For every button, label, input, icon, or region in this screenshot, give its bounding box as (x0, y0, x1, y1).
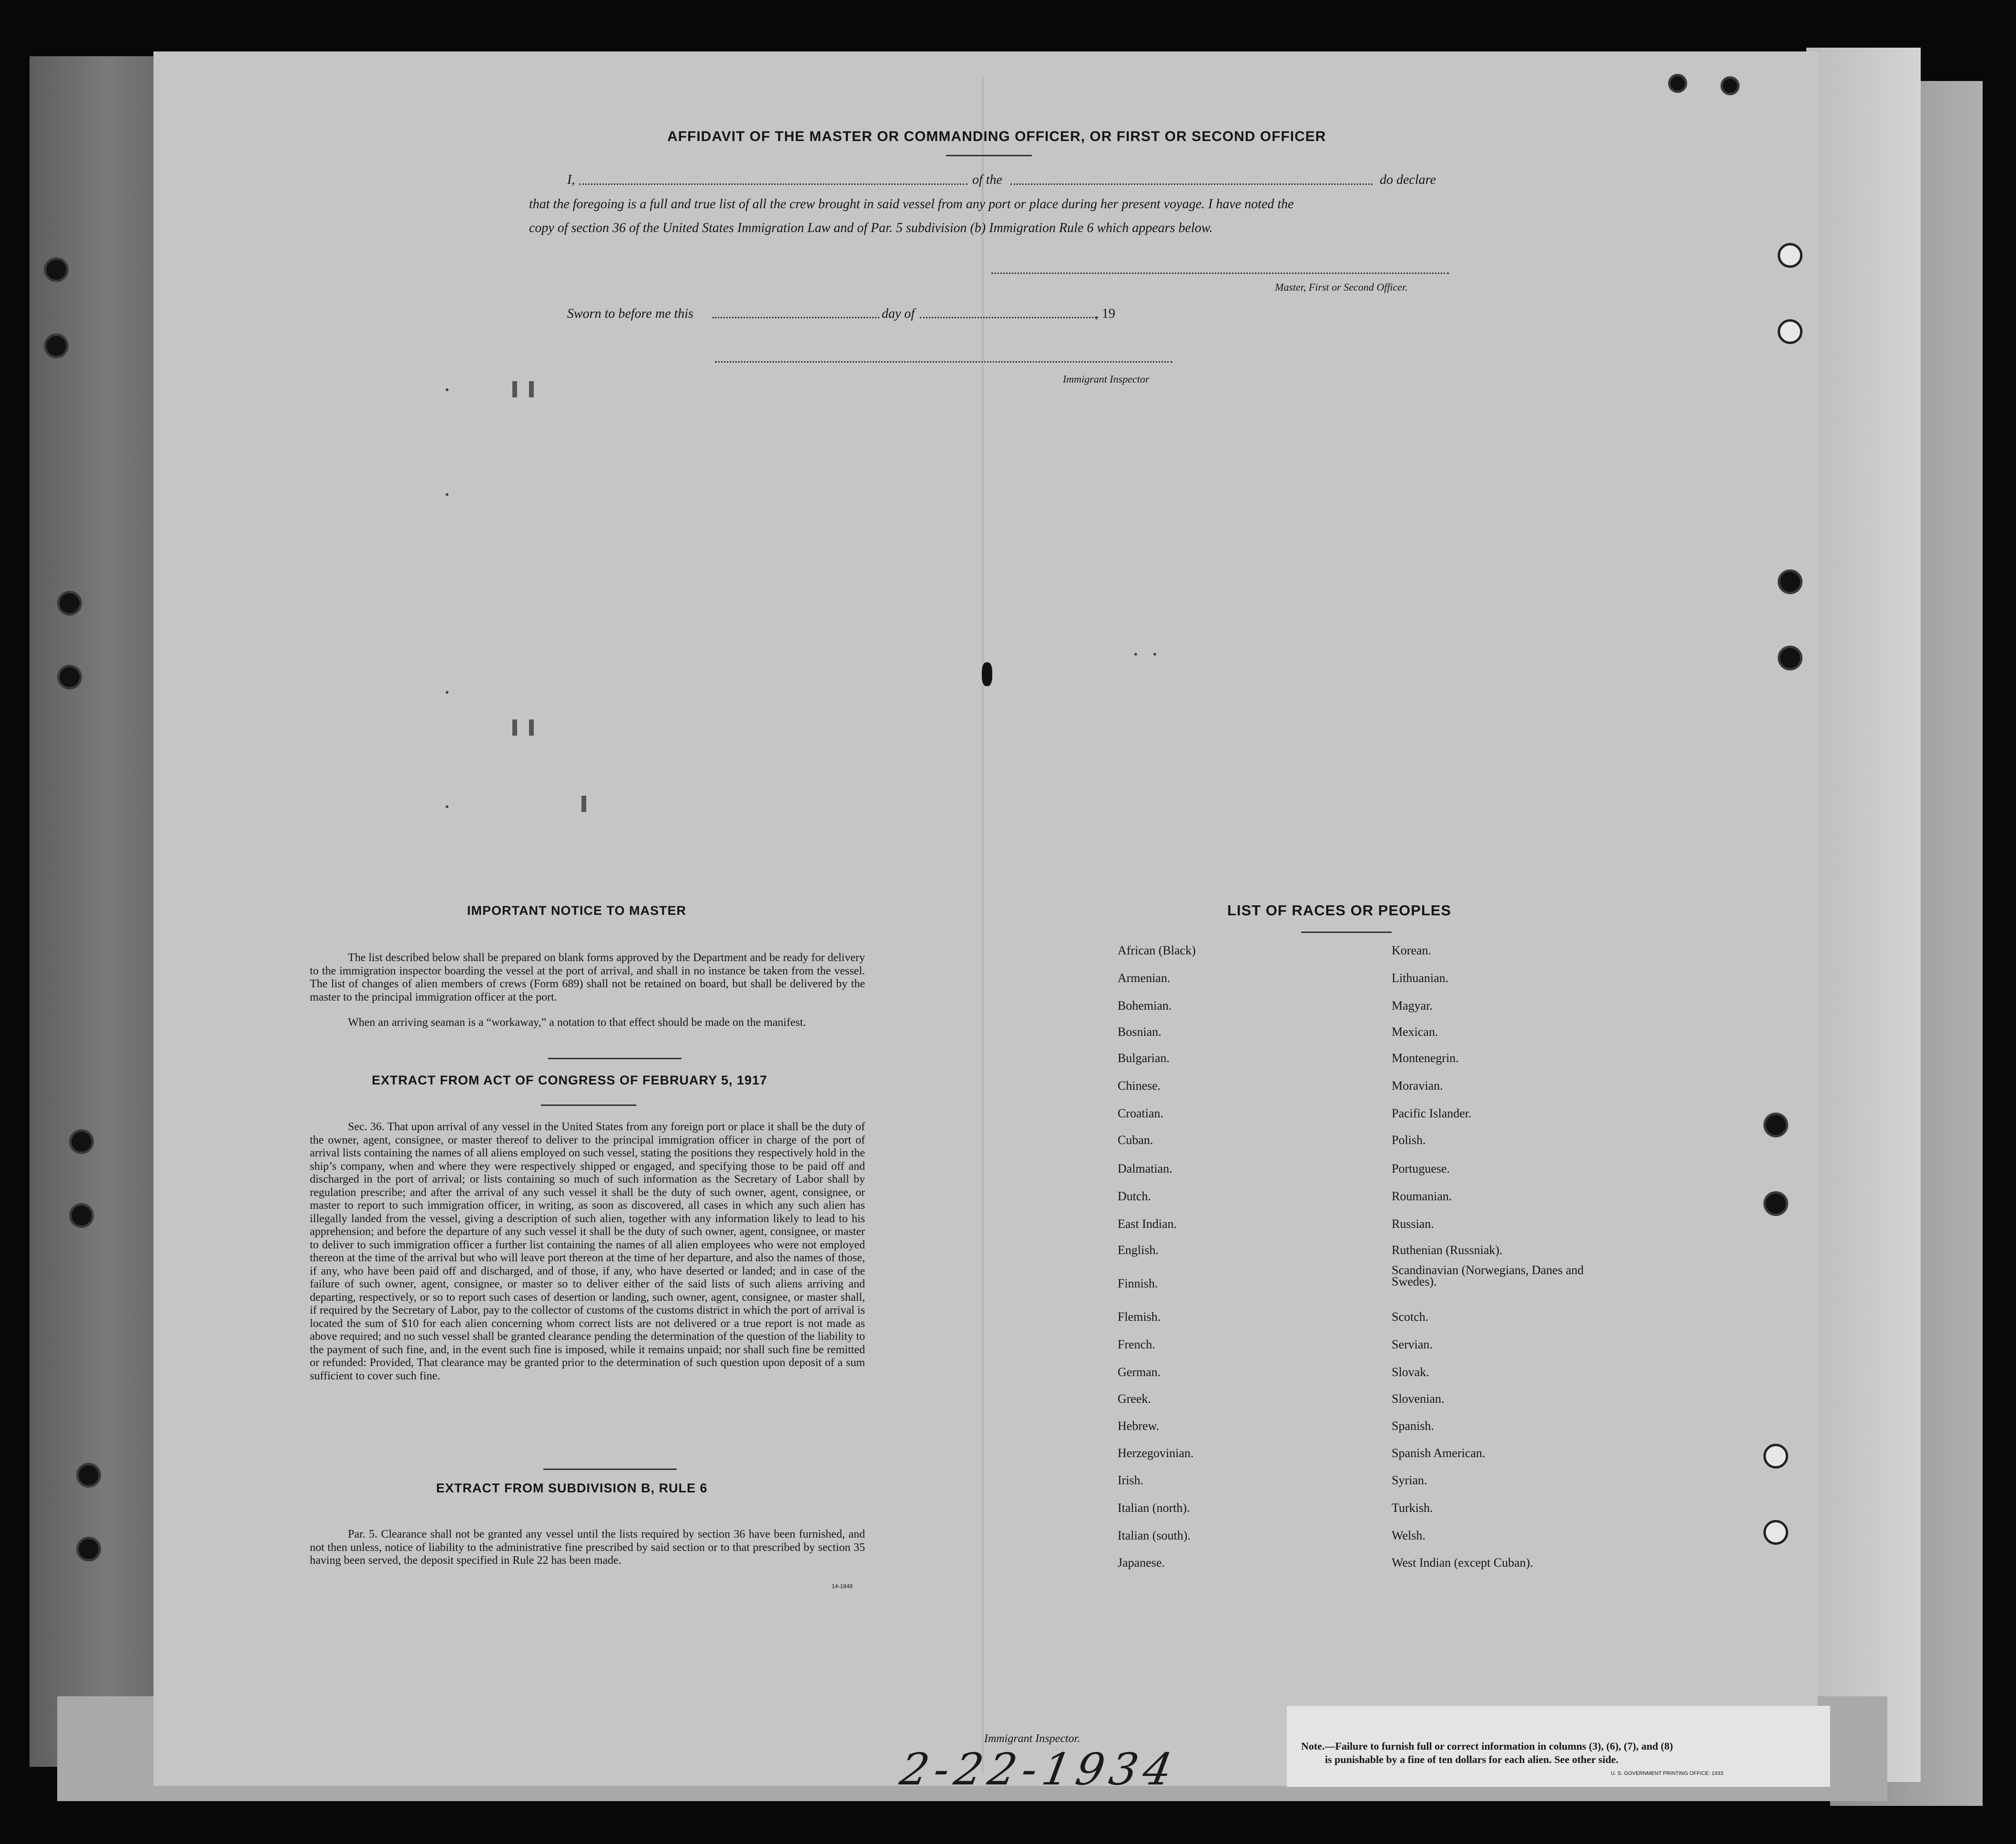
binder-hole (44, 257, 69, 282)
inspector-fragment: Immigrant Inspector. (984, 1733, 1080, 1745)
race-item: English. (1118, 1243, 1159, 1257)
bleed-through-mark (529, 719, 534, 736)
race-item: Scotch. (1392, 1310, 1429, 1324)
race-item: Roumanian. (1392, 1189, 1452, 1203)
race-item: Dalmatian. (1118, 1162, 1172, 1175)
race-item: Moravian. (1392, 1079, 1443, 1093)
vessel-blank (1010, 183, 1373, 185)
race-item: Pacific Islander. (1392, 1106, 1472, 1120)
year-label: , 19 (1095, 306, 1115, 321)
race-item: Spanish American. (1392, 1446, 1486, 1460)
bleed-through-dot (446, 493, 448, 496)
punch-hole (1763, 1520, 1788, 1545)
race-item: Chinese. (1118, 1079, 1161, 1093)
race-item: French. (1118, 1337, 1155, 1351)
section-rule (541, 1104, 636, 1106)
race-item: Polish. (1392, 1133, 1426, 1147)
punch-hole (1763, 1113, 1788, 1137)
race-item: Cuban. (1118, 1133, 1153, 1147)
race-item: Flemish. (1118, 1310, 1161, 1324)
binder-backing (30, 56, 158, 1767)
punch-hole (1778, 646, 1802, 670)
punch-hole (1763, 1444, 1788, 1469)
race-item: Russian. (1392, 1217, 1434, 1231)
extract-rule-text: Par. 5. Clearance shall not be granted any vessel until the lists required by section 36 have been furnished, and not then unless, notice of liability to the administrative fine prescribed by said section or to that prescribed by section 35 having been served, the deposit specified in Rule 22 has been made. (310, 1528, 865, 1567)
bleed-through-dot (1153, 653, 1156, 656)
race-item: Herzegovinian. (1118, 1446, 1194, 1460)
bleed-through-mark (512, 381, 517, 397)
section-rule (548, 1058, 682, 1059)
punch-hole (1778, 569, 1802, 594)
note-line2: is punishable by a fine of ten dollars for each alien. See other side. (1325, 1753, 1619, 1765)
handwritten-date: 2-22-1934 (896, 1744, 1182, 1795)
notice-para2: When an arriving seaman is a “workaway,” a notation to that effect should be made on the manifest. (348, 1016, 806, 1029)
signature-blank (991, 273, 1449, 274)
name-blank (579, 183, 967, 185)
race-item: Dutch. (1118, 1189, 1151, 1203)
bleed-through-dot (1134, 653, 1137, 656)
race-item: Spanish. (1392, 1419, 1434, 1433)
binder-hole (76, 1463, 101, 1488)
bleed-through-mark (512, 719, 517, 736)
race-item: Turkish. (1392, 1501, 1433, 1515)
underlying-sheet (1806, 48, 1921, 1782)
race-item: East Indian. (1118, 1217, 1177, 1231)
bleed-through-dot (446, 388, 448, 391)
bleed-through-dot (446, 805, 448, 808)
race-item: Portuguese. (1392, 1162, 1450, 1175)
race-item: Greek. (1118, 1392, 1151, 1406)
race-item: West Indian (except Cuban). (1392, 1556, 1533, 1570)
race-item: Croatian. (1118, 1106, 1164, 1120)
punch-hole (1778, 243, 1802, 268)
race-item: Ruthenian (Russniak). (1392, 1243, 1503, 1257)
race-item: Italian (north). (1118, 1501, 1190, 1515)
title-rule (946, 155, 1032, 156)
notice-para1: The list described below shall be prepared on blank forms approved by the Department and be ready for delivery to the immigration inspector boarding the vessel at the port of arrival, and shall in no instance be taken from the vessel. The list of changes of alien members of crews (Form 689) shall not be retained on board, but shall be delivered by the master to the principal immigration officer at the port. (310, 952, 865, 1003)
affidavit-line3: copy of section 36 of the United States Immigration Law and of Par. 5 subdivision (b) Immigration Rule 6 which appears below. (529, 221, 1213, 235)
binder-hole (57, 591, 82, 616)
printer-imprint: U. S. GOVERNMENT PRINTING OFFICE: 1933 (1611, 1771, 1723, 1776)
inspector-label: Immigrant Inspector (1063, 373, 1150, 385)
punch-hole (1763, 1191, 1788, 1216)
binder-hole (44, 334, 69, 358)
notice-title: IMPORTANT NOTICE TO MASTER (467, 903, 686, 918)
race-item: Montenegrin. (1392, 1051, 1459, 1065)
race-item: Hebrew. (1118, 1419, 1160, 1433)
section-rule (1301, 932, 1392, 933)
punch-hole (1778, 319, 1802, 344)
race-left-col (1118, 943, 1196, 1583)
form-number: 14-1849 (832, 1583, 853, 1590)
race-item: Italian (south). (1118, 1529, 1191, 1542)
affidavit-i-label: I, (567, 172, 575, 187)
day-of-label: day of (882, 306, 915, 321)
sworn-day-blank (713, 317, 879, 318)
binder-hole (57, 665, 82, 689)
race-item: Welsh. (1392, 1529, 1425, 1542)
race-item: Mexican. (1392, 1025, 1438, 1039)
race-item: Japanese. (1118, 1556, 1165, 1570)
note-line1: Note.—Failure to furnish full or correct information in columns (3), (6), (7), and (8) (1301, 1740, 1673, 1752)
race-item: Armenian. (1118, 971, 1171, 985)
race-item: Magyar. (1392, 999, 1433, 1013)
bleed-through-dot (446, 691, 448, 694)
race-item: Servian. (1392, 1337, 1433, 1351)
do-declare-label: do declare (1380, 172, 1436, 187)
ink-blot (982, 662, 992, 686)
races-title: LIST OF RACES OR PEOPLES (1227, 902, 1452, 919)
race-item: Lithuanian. (1392, 971, 1449, 985)
section-rule (543, 1469, 677, 1470)
month-blank (920, 317, 1096, 318)
punch-hole (1668, 74, 1687, 93)
race-item: African (Black) (1118, 943, 1196, 957)
extract-act-title: EXTRACT FROM ACT OF CONGRESS OF FEBRUARY 5, 1917 (372, 1073, 768, 1087)
race-item: Syrian. (1392, 1473, 1427, 1487)
binder-hole (69, 1203, 94, 1228)
race-item: Korean. (1392, 943, 1432, 957)
race-item: Finnish. (1118, 1277, 1158, 1290)
bleed-through-mark (529, 381, 534, 397)
race-item: Slovenian. (1392, 1392, 1445, 1406)
extract-act-text: Sec. 36. That upon arrival of any vessel in the United States from any foreign port or place it shall be the duty of the owner, agent, consignee, or master thereof to deliver to the principal immigration officer in charge of the port of arrival lists containing the names of all aliens employed on such vessel, stating the positions they respectively hold in the ship’s company, when and where they were respectively shipped or engaged, and specifying those to be paid off and discharged in the port of arrival; or lists containing so much of such information as the Secretary of Labor shall by regulation prescribe; and after the arrival of any such vessel it shall be the duty of such owner, agent, consignee, or master to report to such immigration officer, in writing, as soon as discovered, all cases in which any such alien has illegally landed from the vessel, giving a description of such alien, together with any information likely to lead to his apprehension; and before the departure of any such vessel it shall be the duty of such owner, agent, consignee, or master to deliver to such immigration officer a further list containing the names of all alien employees who were not employed thereon at the time of the arrival but who will leave port thereon at the time of her departure, and also the names of those, if any, who have been paid off and discharged, and of those, if any, who have deserted or landed; and in case of the failure of such owner, agent, consignee, or master so to deliver either of the said lists of such aliens arriving and departing, respectively, or so to report such cases of desertion or landing, such owner, agent, consignee, or master shall, if required by the Secretary of Labor, pay to the collector of customs of the customs district in which the port of arrival is located the sum of $10 for each alien concerning whom correct lists are not delivered or a true report is not made as above required; and no such vessel shall be granted clearance pending the determination of the question of the liability to the payment of such fine, and, in the event such fine is imposed, while it remains unpaid; nor shall such fine be remitted or refunded: Provided, That clearance may be granted prior to the determination of such question upon deposit of a sum sufficient to cover such fine. (310, 1121, 865, 1382)
punch-hole (1721, 76, 1740, 95)
sworn-label: Sworn to before me this (567, 306, 693, 321)
extract-rule-title: EXTRACT FROM SUBDIVISION B, RULE 6 (436, 1481, 708, 1495)
race-right-col (1392, 943, 1592, 1583)
race-item: Bulgarian. (1118, 1051, 1170, 1065)
affidavit-line2: that the foregoing is a full and true list of all the crew brought in said vessel from any port or place during her present voyage. I have noted the (529, 197, 1294, 212)
race-item: German. (1118, 1365, 1161, 1379)
race-item: Irish. (1118, 1473, 1144, 1487)
fold-line (982, 76, 984, 1773)
bleed-through-mark (581, 796, 586, 812)
affidavit-title: AFFIDAVIT OF THE MASTER OR COMMANDING OFFICER, OR FIRST OR SECOND OFFICER (667, 129, 1326, 144)
race-item: Slovak. (1392, 1365, 1429, 1379)
race-item: Bohemian. (1118, 999, 1172, 1013)
inspector-blank (715, 361, 1172, 363)
of-the-label: of the (972, 172, 1002, 187)
binder-hole (76, 1537, 101, 1561)
race-item: Scandinavian (Norwegians, Danes and Swedes). (1392, 1263, 1584, 1288)
race-item: Bosnian. (1118, 1025, 1161, 1039)
binder-hole (69, 1129, 94, 1154)
signature-label: Master, First or Second Officer. (1275, 281, 1408, 293)
